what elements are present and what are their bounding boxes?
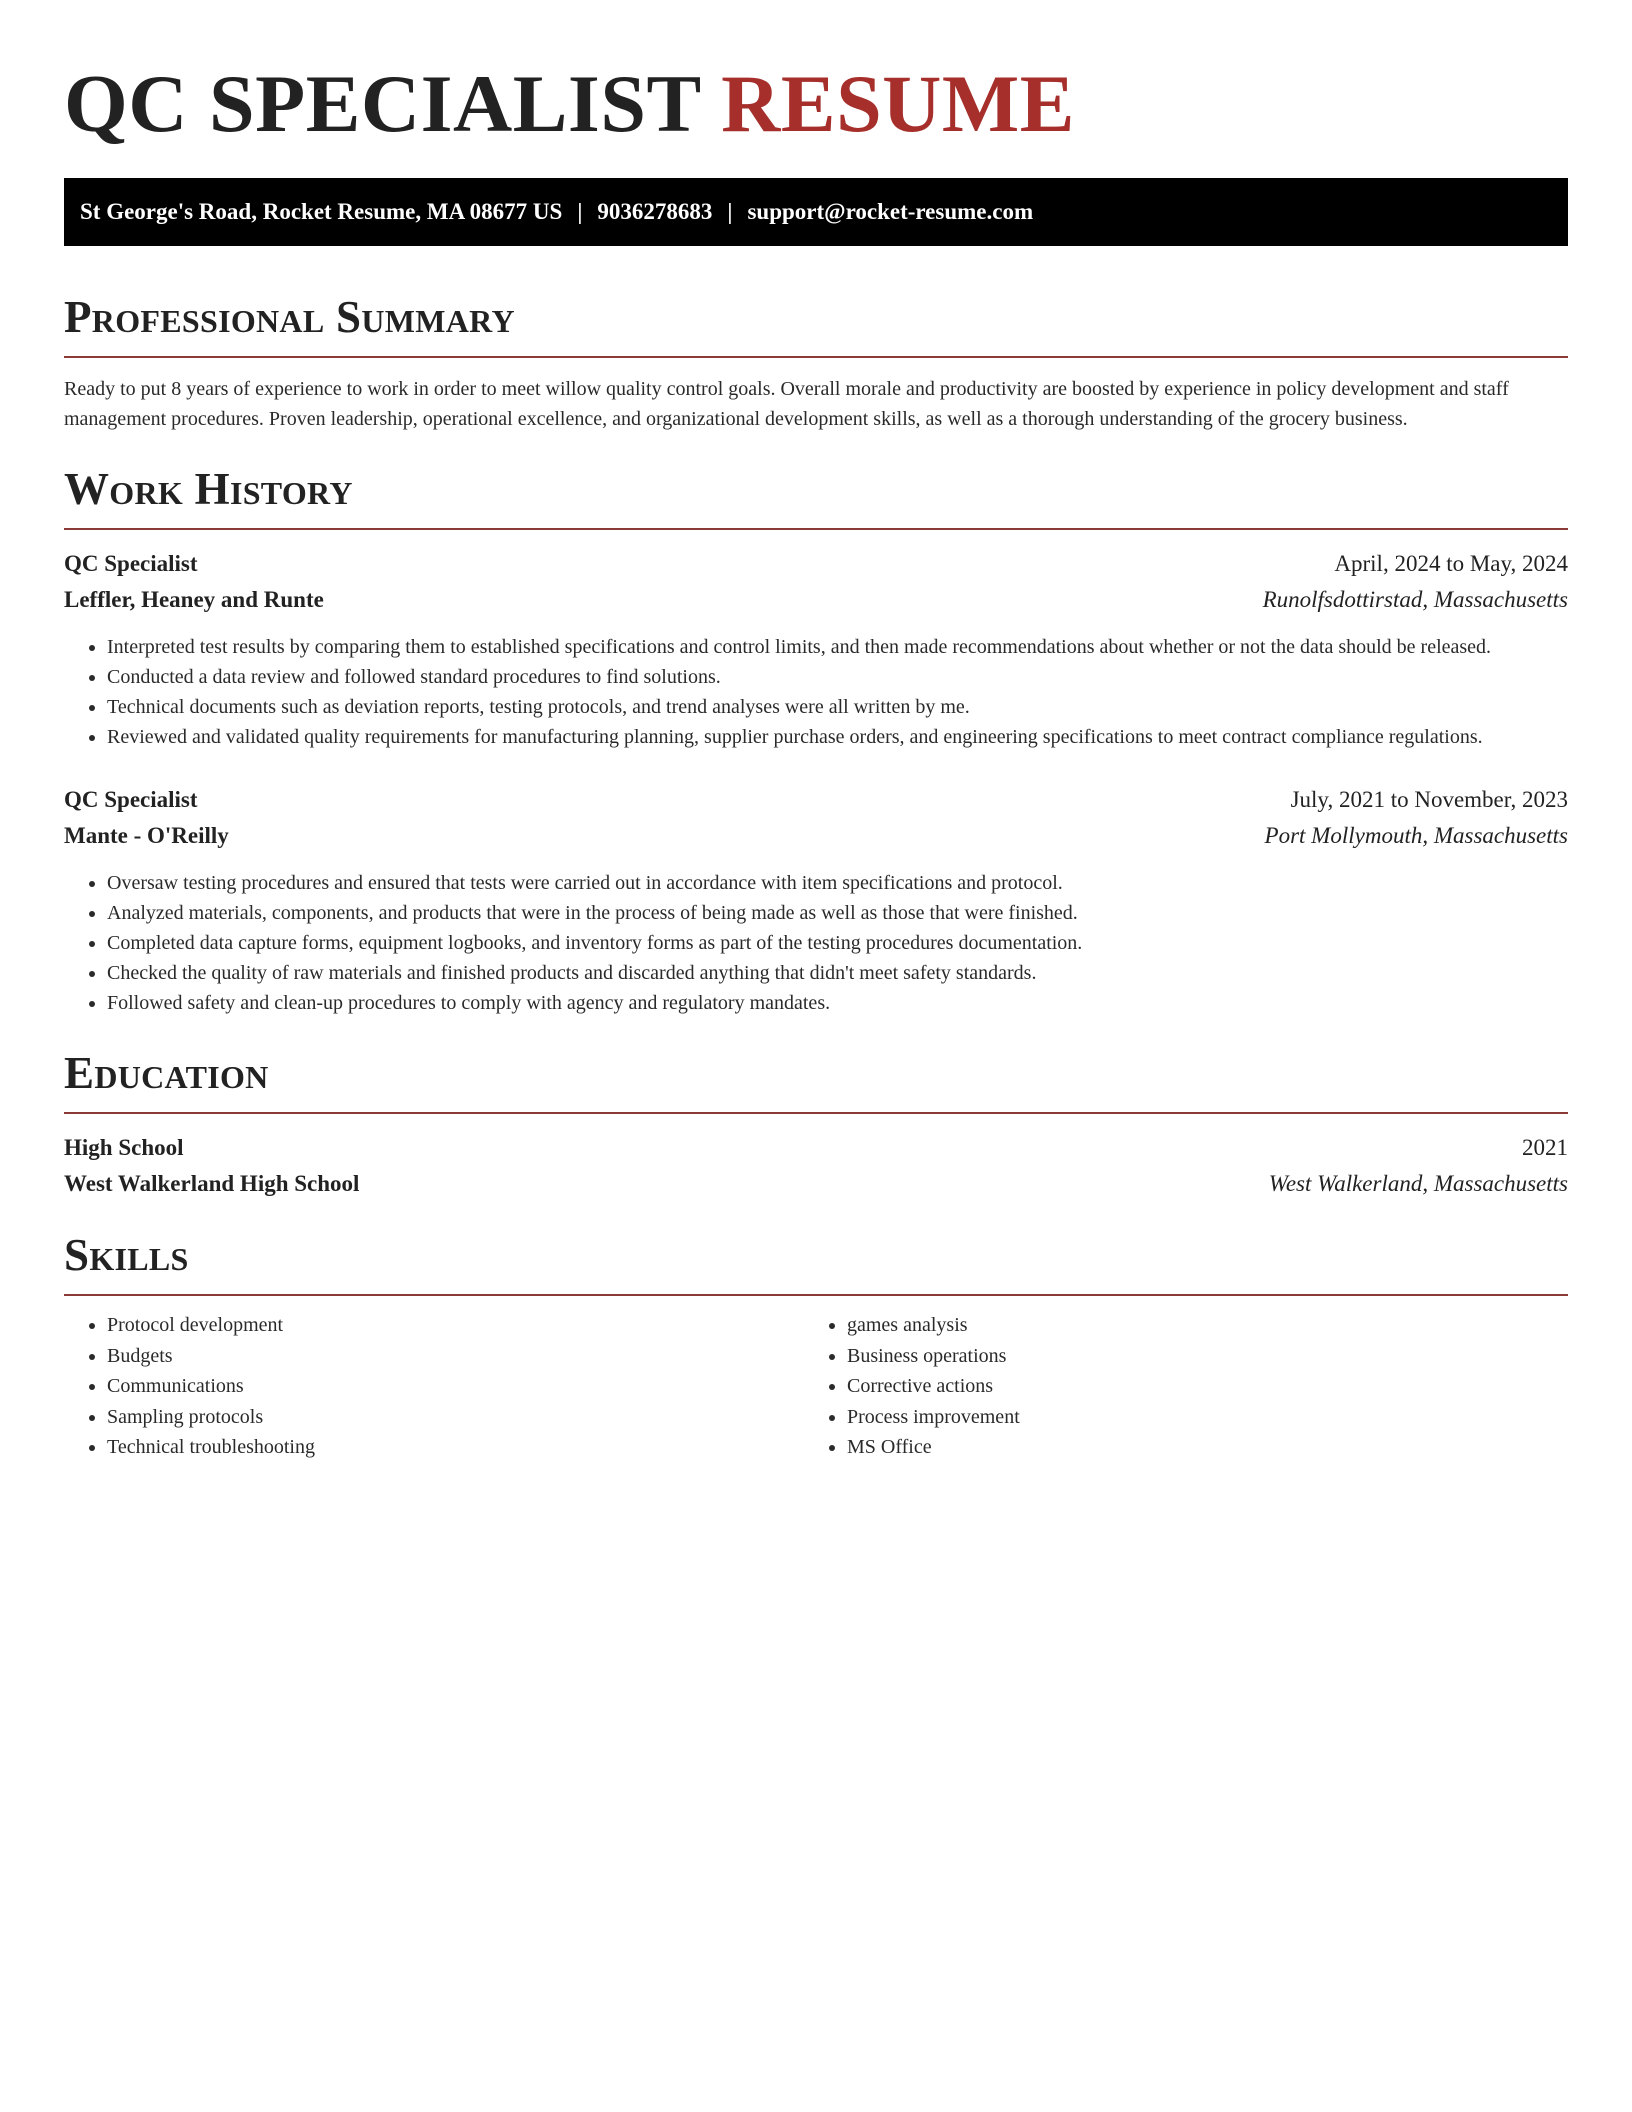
skill-item: • Protocol development [107,1310,804,1341]
section-divider [64,356,1568,358]
education-heading: Education [64,1048,269,1098]
job-bullets [64,868,1568,1018]
skill-item: • games analysis [847,1310,1544,1341]
education-entry [64,1130,1568,1202]
education-year: 2021 [1522,1135,1568,1160]
job-header-row [64,546,1568,582]
job-company: Mante - O'Reilly [64,823,229,848]
job-bullets [64,632,1568,752]
section-divider [64,1112,1568,1114]
list-item: • Checked the quality of raw materials and finished products and discarded anything that didn't meet safety standards. [107,958,1568,988]
list-item: • Conducted a data review and followed standard procedures to find solutions. [107,662,1568,692]
list-item: • Analyzed materials, components, and products that were in the process of being made as well as those that were finished. [107,898,1568,928]
job-entry [64,782,1568,1018]
summary-heading: Professional Summary [64,292,515,342]
skill-item: • Technical troubleshooting [107,1432,804,1463]
contact-phone: 9036278683 [597,199,713,224]
skills-list-left [64,1310,804,1463]
job-dates: July, 2021 to November, 2023 [1290,787,1568,812]
list-item: • Oversaw testing procedures and ensured that tests were carried out in accordance with item specifications and protocol. [107,868,1568,898]
list-item: • Followed safety and clean-up procedures to comply with agency and regulatory mandates. [107,988,1568,1018]
skills-heading: Skills [64,1230,189,1280]
list-item: • Completed data capture forms, equipment logbooks, and inventory forms as part of the testing procedures documentation. [107,928,1568,958]
list-item: • Reviewed and validated quality requirements for manufacturing planning, supplier purchase orders, and engineering specifications to meet contract compliance regulations. [107,722,1568,752]
skill-item: • Sampling protocols [107,1402,804,1433]
skill-item: • Communications [107,1371,804,1402]
contact-address: St George's Road, Rocket Resume, MA 08677 US [80,199,563,224]
job-company-row [64,582,1568,618]
contact-bar [64,178,1568,246]
summary-section [64,290,1568,434]
skills-list-right [804,1310,1544,1463]
list-item: • Technical documents such as deviation reports, testing protocols, and trend analyses were all written by me. [107,692,1568,722]
contact-email: support@rocket-resume.com [747,199,1034,224]
job-entry [64,546,1568,752]
list-item: • Interpreted test results by comparing them to established specifications and control limits, and then made recommendations about whether or not the data should be released. [107,632,1568,662]
contact-separator: | [577,199,583,224]
job-header-row [64,782,1568,818]
skill-item: • Budgets [107,1341,804,1372]
education-degree: High School [64,1135,184,1160]
skill-item: • Corrective actions [847,1371,1544,1402]
section-divider [64,528,1568,530]
summary-text: Ready to put 8 years of experience to work in order to meet willow quality control goals. Overall morale and productivity are boosted by experience in policy development and staff management procedures. Proven leadership, operational excellence, and organizational development skills, as well as a thorough understanding of the grocery business. [64,378,1509,430]
title-accent: RESUME [721,58,1075,149]
job-location: Runolfsdottirstad, Massachusetts [1262,587,1568,612]
job-title: QC Specialist [64,551,198,576]
skill-item: • Process improvement [847,1402,1544,1433]
education-school-row [64,1166,1568,1202]
job-company: Leffler, Heaney and Runte [64,587,324,612]
skill-item: • Business operations [847,1341,1544,1372]
education-degree-row [64,1130,1568,1166]
work-history-section [64,462,1568,1018]
skills-section [64,1228,1568,1463]
job-title: QC Specialist [64,787,198,812]
job-company-row [64,818,1568,854]
contact-separator: | [727,199,733,224]
skill-item: • MS Office [847,1432,1544,1463]
job-location: Port Mollymouth, Massachusetts [1264,823,1568,848]
education-school: West Walkerland High School [64,1171,360,1196]
title-main: QC SPECIALIST [64,58,701,149]
skills-grid [64,1310,1568,1463]
education-section [64,1046,1568,1202]
work-history-heading: Work History [64,464,353,514]
job-dates: April, 2024 to May, 2024 [1334,551,1568,576]
resume-title [64,56,1568,152]
section-divider [64,1294,1568,1296]
education-location: West Walkerland, Massachusetts [1268,1171,1568,1196]
